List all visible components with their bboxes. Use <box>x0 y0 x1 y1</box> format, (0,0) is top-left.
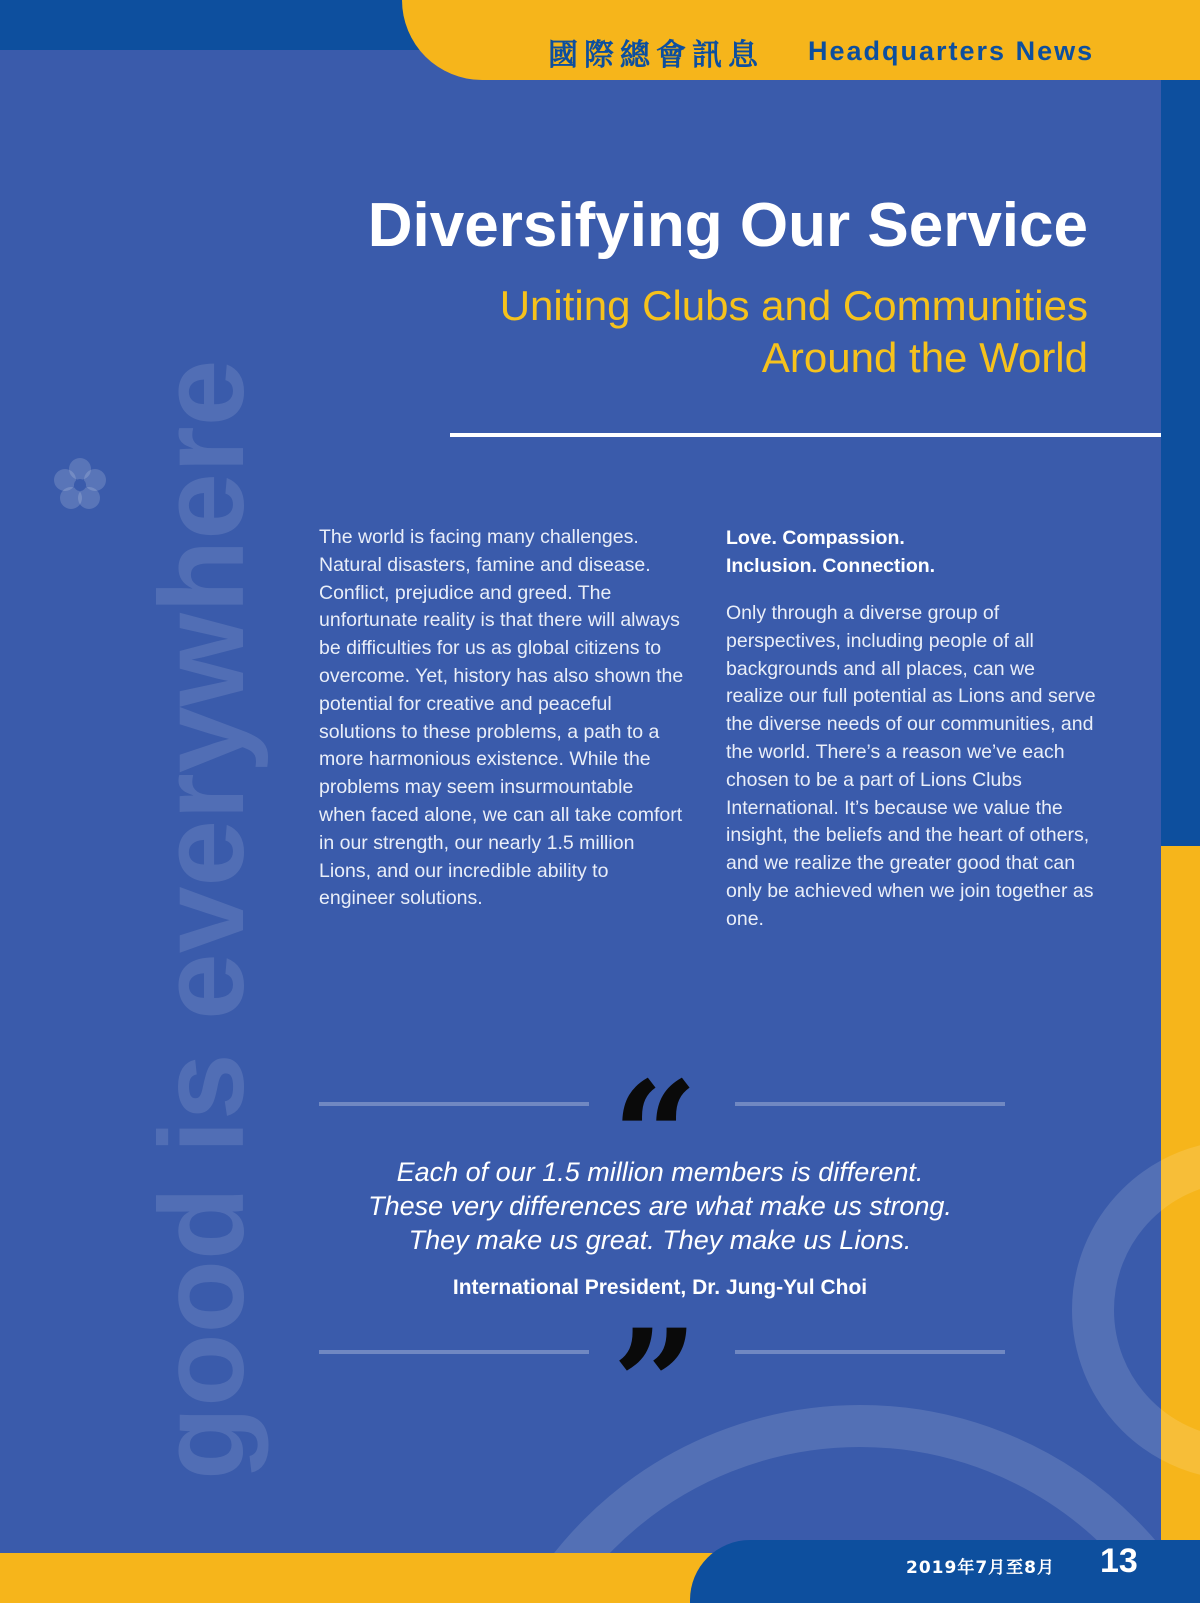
close-quote-icon: ” <box>612 1297 699 1473</box>
quote-rule-top-right <box>735 1102 1005 1106</box>
flower-icon <box>50 455 110 515</box>
decorative-arc-right <box>1072 1140 1200 1480</box>
pull-quote <box>300 1155 1020 1257</box>
right-column-heading <box>726 524 1096 580</box>
page-number: 13 <box>1100 1542 1138 1580</box>
side-slogan: good is everywhere <box>135 359 269 1480</box>
right-edge-blue-bar <box>1161 80 1200 850</box>
section-title-en: Headquarters News <box>808 36 1095 66</box>
heading-line-1: Love. Compassion. <box>726 527 905 549</box>
section-title-zh: 國際總會訊息 <box>548 38 764 73</box>
quote-rule-bottom-left <box>319 1350 589 1354</box>
body-text-right: Only through a diverse group of perspectives, including people of all backgrounds and all places, can we realize our full potential as Lions and serve the diverse needs of our communities, and the world. There’s a reason we’ve each chosen to be a part of Lions Clubs International. It’s because we value the insight, the beliefs and the heart of others, and we realize the greater good that can only be achieved when we join together as one. <box>726 602 1096 930</box>
heading-line-2: Inclusion. Connection. <box>726 555 936 577</box>
issue-date: 2019年7月至8月 <box>906 1558 1055 1578</box>
title-divider <box>450 433 1161 437</box>
quote-line-2: These very differences are what make us strong. <box>368 1191 952 1221</box>
subtitle-line-1: Uniting Clubs and Communities <box>499 282 1088 329</box>
quote-attribution: International President, Dr. Jung-Yul Choi <box>452 1276 868 1299</box>
body-text-left: The world is facing many challenges. Natural disasters, famine and disease. Conflict, prejudice and greed. The unfortunate reality is that there will always be difficulties for us as global citizens to overcome. Yet, history has also shown the potential for creative and peaceful solutions to these problems, a path to a more harmonious existence. While the problems may seem insurmountable when faced alone, we can all take comfort in our strength, our nearly 1.5 million Lions, and our incredible ability to engineer solutions. <box>319 526 684 910</box>
quote-line-3: They make us great. They make us Lions. <box>408 1225 912 1255</box>
article-title: Diversifying Our Service <box>367 191 1088 260</box>
subtitle-line-2: Around the World <box>761 334 1088 381</box>
article-subtitle <box>368 280 1088 384</box>
body-column-right <box>726 524 1096 934</box>
quote-rule-top-left <box>319 1102 589 1106</box>
quote-line-1: Each of our 1.5 million members is different. <box>396 1157 924 1187</box>
quote-rule-bottom-right <box>735 1350 1005 1354</box>
open-quote-icon: “ <box>612 1049 699 1225</box>
